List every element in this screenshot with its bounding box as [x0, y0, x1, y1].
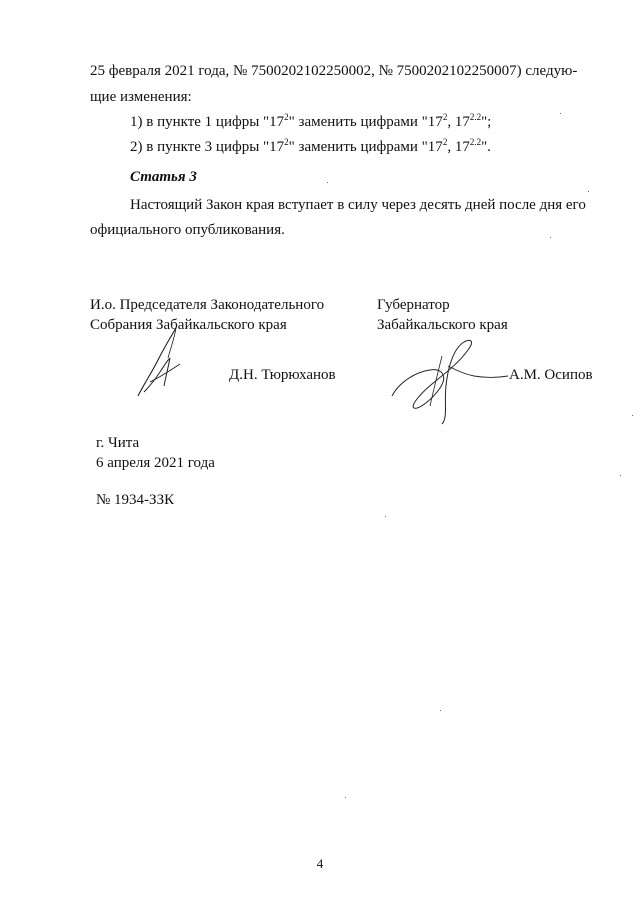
scan-speck: [440, 710, 441, 711]
paragraph-line: Настоящий Закон края вступает в силу через десять дней после дня его: [130, 197, 586, 213]
scan-speck: [588, 191, 589, 192]
scan-speck: [550, 237, 551, 238]
signing-date: 6 апреля 2021 года: [96, 455, 215, 471]
paragraph-line: 25 февраля 2021 года, № 7500202102250002, № 7500202102250007) следую-: [90, 63, 578, 79]
page-number: 4: [316, 856, 324, 871]
scan-speck: [632, 415, 633, 416]
right-signatory-name: А.М. Осипов: [509, 367, 593, 383]
scan-speck: [327, 182, 328, 183]
scan-speck: [385, 516, 386, 517]
city: г. Чита: [96, 435, 140, 451]
right-handwritten-signature: [388, 336, 510, 428]
left-signatory-name: Д.Н. Тюрюханов: [229, 367, 336, 383]
paragraph-line: официального опубликования.: [90, 222, 285, 238]
law-number: № 1934-ЗЗК: [96, 492, 175, 508]
right-signatory-title-2: Забайкальского края: [377, 317, 508, 333]
left-handwritten-signature: [130, 320, 200, 400]
left-signatory-title-1: И.о. Председателя Законодательного: [90, 297, 325, 313]
paragraph-line: щие изменения:: [90, 89, 192, 105]
amendment-item-2: 2) в пункте 3 цифры "$17^2$" заменить цифрами "$17^2$, $17^{2.2}$".: [130, 137, 491, 155]
scan-speck: [345, 797, 346, 798]
left-signatory-title-2: Собрания Забайкальского края: [90, 317, 287, 333]
right-signatory-title-1: Губернатор: [377, 297, 450, 313]
article-heading: Статья 3: [130, 169, 197, 185]
amendment-item-1: 1) в пункте 1 цифры "$17^2$" заменить цифрами "$17^2$, $17^{2.2}$";: [130, 112, 492, 130]
scan-speck: [620, 475, 621, 476]
scan-speck: [560, 113, 561, 114]
